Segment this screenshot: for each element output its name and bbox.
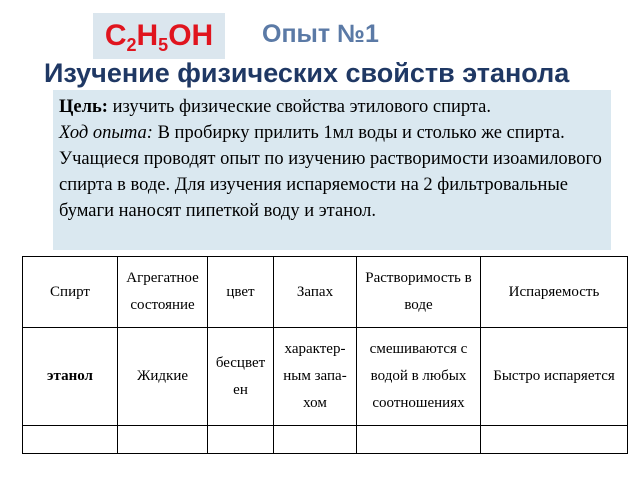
header-aggregate-state: Агрегатное состояние bbox=[118, 257, 208, 328]
formula-hydroxyl: OH bbox=[168, 19, 214, 52]
procedure-paragraph bbox=[59, 120, 605, 224]
page-title: Изучение физических свойств этанола bbox=[44, 58, 570, 88]
table-row bbox=[23, 328, 628, 426]
formula-hydrogen-subscript: 5 bbox=[158, 35, 169, 55]
formula-carbon-subscript: 2 bbox=[126, 35, 137, 55]
cell-empty bbox=[118, 426, 208, 454]
formula-hydrogen: H bbox=[136, 19, 159, 52]
header-solubility: Растворимость в воде bbox=[357, 257, 481, 328]
header-smell: Запах bbox=[274, 257, 357, 328]
cell-empty bbox=[357, 426, 481, 454]
cell-empty bbox=[208, 426, 274, 454]
cell-evaporation: Быстро испаряется bbox=[481, 328, 628, 426]
goal-paragraph bbox=[59, 94, 605, 120]
procedure-text: В пробирку прилить 1мл воды и столько же спирта. Учащиеся проводят опыт по изучению растворимости изоамилового спирта в воде. Для изучения испаряемости на 2 фильтровальные бумаги наносят пипеткой воду и этанол. bbox=[59, 123, 602, 221]
header-alcohol: Спирт bbox=[23, 257, 118, 328]
cell-alcohol: этанол bbox=[23, 328, 118, 426]
cell-solubility: смешиваются с водой в любых соотношениях bbox=[357, 328, 481, 426]
goal-text: изучить физические свойства этилового спирта. bbox=[107, 97, 492, 117]
goal-label: Цель: bbox=[59, 97, 108, 117]
cell-color: бесцвет ен bbox=[208, 328, 274, 426]
header-color: цвет bbox=[208, 257, 274, 328]
cell-empty bbox=[274, 426, 357, 454]
cell-aggregate-state: Жидкие bbox=[118, 328, 208, 426]
description-box bbox=[53, 90, 611, 250]
experiment-number: Опыт №1 bbox=[262, 20, 379, 48]
cell-smell: характер-ным запа-хом bbox=[274, 328, 357, 426]
table-header-row bbox=[23, 257, 628, 328]
table-row bbox=[23, 426, 628, 454]
header-evaporation: Испаряемость bbox=[481, 257, 628, 328]
formula-carbon: C bbox=[104, 19, 127, 52]
cell-empty bbox=[23, 426, 118, 454]
cell-empty bbox=[481, 426, 628, 454]
properties-table bbox=[22, 256, 628, 454]
procedure-label: Ход опыта: bbox=[59, 123, 153, 143]
formula-box bbox=[93, 13, 225, 59]
